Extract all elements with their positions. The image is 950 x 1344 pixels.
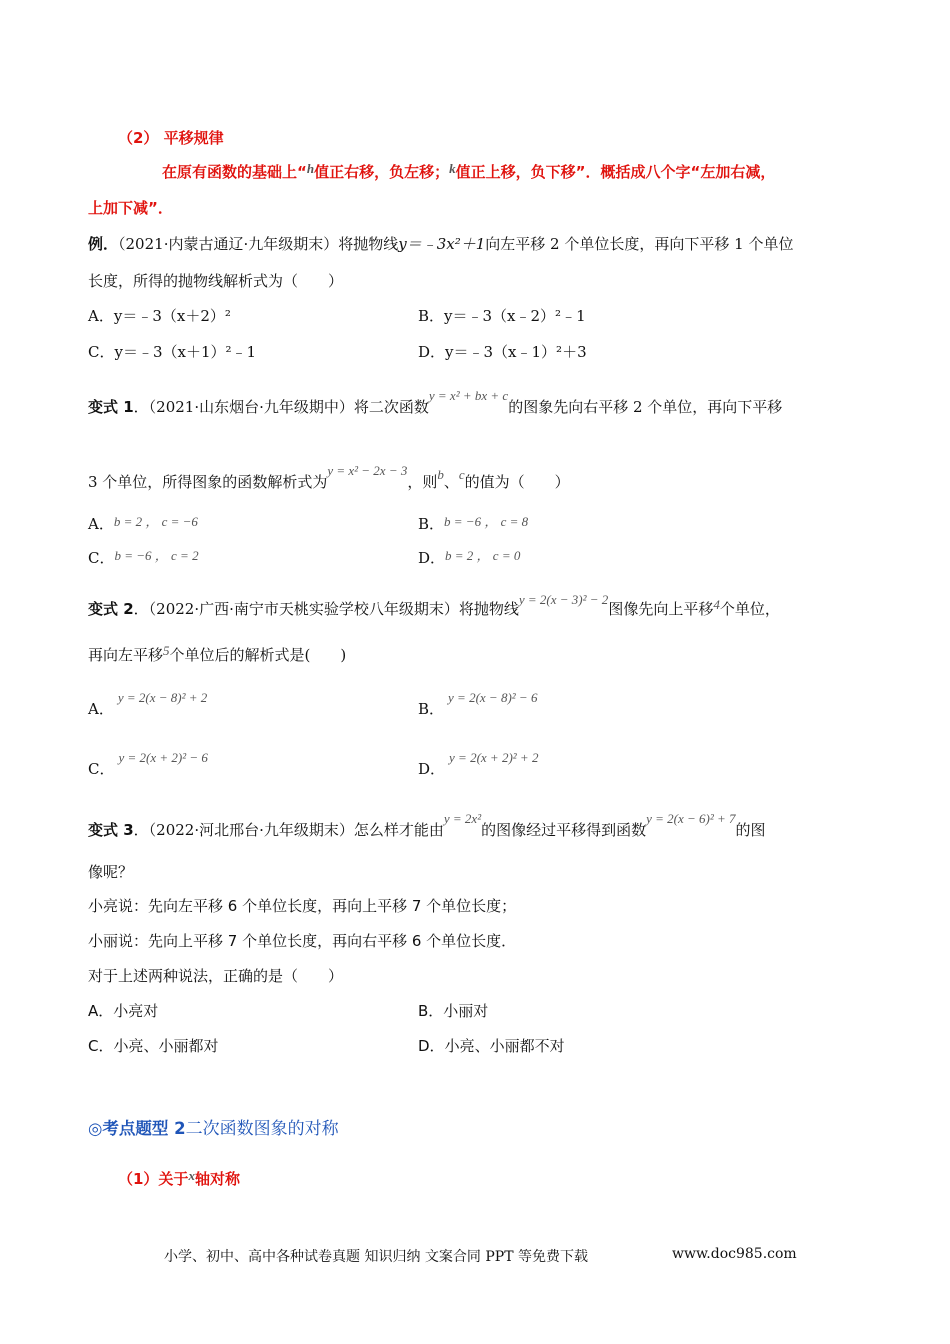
variant3-option-b[interactable]: B．小丽对 [418,1002,489,1020]
variant2-option-c[interactable]: C．y = 2(x + 2)² − 6 [88,750,208,778]
shift-rule-line1 [162,161,775,182]
variant2-option-a[interactable]: A．y = 2(x − 8)² + 2 [88,690,208,718]
variant3-option-c[interactable]: C．小亮、小丽都对 [88,1037,219,1055]
example-option-a[interactable]: A．y＝﹣3（x＋2）² [88,307,231,325]
variant3-equation1: y = 2x² [443,811,482,826]
topic2-heading [88,1114,339,1139]
variant2-source: ．（2022·广西·南宁市天桃实验学校八年级期末）将抛物线 [133,600,519,618]
variant1-option-c[interactable]: C．b = −6 ， c = 2 [88,548,199,567]
variant1-label: 变式 1 [88,398,134,416]
example-option-c[interactable]: C．y＝﹣3（x＋1）²﹣1 [88,343,257,361]
variant1-stem-line1 [88,388,782,417]
example-equation: y＝﹣3x²＋1 [398,235,486,253]
rule-h: h [306,161,315,176]
variant1-stem-line2: 3 个单位，所得图象的函数解析式为y = x² − 2x − 3，则b、c的值为（ ） [88,463,570,491]
variant1-option-b[interactable]: B．b = −6 ， c = 8 [418,514,529,533]
variant3-source: ．（2022·河北邢台·九年级期末）怎么样才能由 [133,821,444,839]
variant3-statement-xiaoli: 小丽说：先向上平移 7 个单位长度，再向右平移 6 个单位长度． [88,932,517,950]
example-stem-line2: 长度，所得的抛物线解析式为（ ） [88,272,344,290]
footer-text: 小学、初中、高中各种试卷真题 知识归纳 文案合同 PPT 等免费下载 [164,1249,588,1265]
variant2-stem-line2: 再向左平移5个单位后的解析式是( ) [88,643,347,664]
variant3-option-d[interactable]: D．小亮、小丽都不对 [418,1037,565,1055]
rule-part2: 值正右移，负左移； [314,163,450,181]
rule-part1: 在原有函数的基础上“ [162,163,307,181]
variant3-label: 变式 3 [88,821,134,839]
variant3-equation2: y = 2(x − 6)² + 7 [646,811,736,826]
variant2-option-b[interactable]: B．y = 2(x − 8)² − 6 [418,690,538,718]
variant1-source: ．（2021·山东烟台·九年级期中）将二次函数 [133,398,429,416]
topic2-title: 二次函数图象的对称 [185,1119,339,1139]
topic2-subheading: （1）关于x轴对称 [118,1168,240,1188]
variant1-equation: y = x² + bx + c [428,388,509,403]
example-stem-line1 [88,233,793,254]
footer-url[interactable]: www.doc985.com [672,1246,797,1262]
variant3-statement-xiaoliang: 小亮说：先向左平移 6 个单位长度，再向上平移 7 个单位长度； [88,897,517,915]
variant2-option-d[interactable]: D．y = 2(x + 2)² + 2 [418,750,539,778]
shift-rule-line2: 上加下减”． [88,199,173,217]
example-option-b[interactable]: B．y＝﹣3（x﹣2）²﹣1 [418,307,586,325]
variant3-stem-line1: 变式 3．（2022·河北邢台·九年级期末）怎么样才能由y = 2x²的图像经过平移得到函数y = 2(x − 6)² + 7的图 [88,811,766,839]
rule-k: k [449,161,456,176]
variant1-option-d[interactable]: D．b = 2 ， c = 0 [418,548,521,567]
example-source: （2021·内蒙古通辽·九年级期末）将抛物线 [118,235,399,253]
variant3-option-a[interactable]: A．小亮对 [88,1002,159,1020]
section-heading: （2） 平移规律 [118,129,224,147]
rule-part3: 值正上移，负下移”．概括成八个字“左加右减， [455,163,776,181]
variant1-result-equation: y = x² − 2x − 3 [327,463,408,478]
example-stem-rest: 向左平移 2 个单位长度，再向下平移 1 个单位 [485,235,794,253]
variant2-stem-line1: 变式 2．（2022·广西·南宁市天桃实验学校八年级期末）将抛物线y = 2(x − 3)² − 2图像先向上平移4个单位， [88,592,780,618]
example-option-d[interactable]: D．y＝﹣3（x﹣1）²＋3 [418,343,587,361]
topic2-label: ◎考点题型 2 [88,1119,186,1138]
variant2-equation: y = 2(x − 3)² − 2 [518,592,609,607]
variant1-stem-rest: 的图象先向右平移 2 个单位，再向下平移 [508,398,783,416]
example-label: 例． [88,235,119,253]
variant2-label: 变式 2 [88,600,134,618]
variant3-stem-line2: 像呢？ [88,863,134,881]
variant1-option-a[interactable]: A．b = 2 ， c = −6 [88,514,198,533]
variant3-question: 对于上述两种说法，正确的是（ ） [88,967,344,985]
